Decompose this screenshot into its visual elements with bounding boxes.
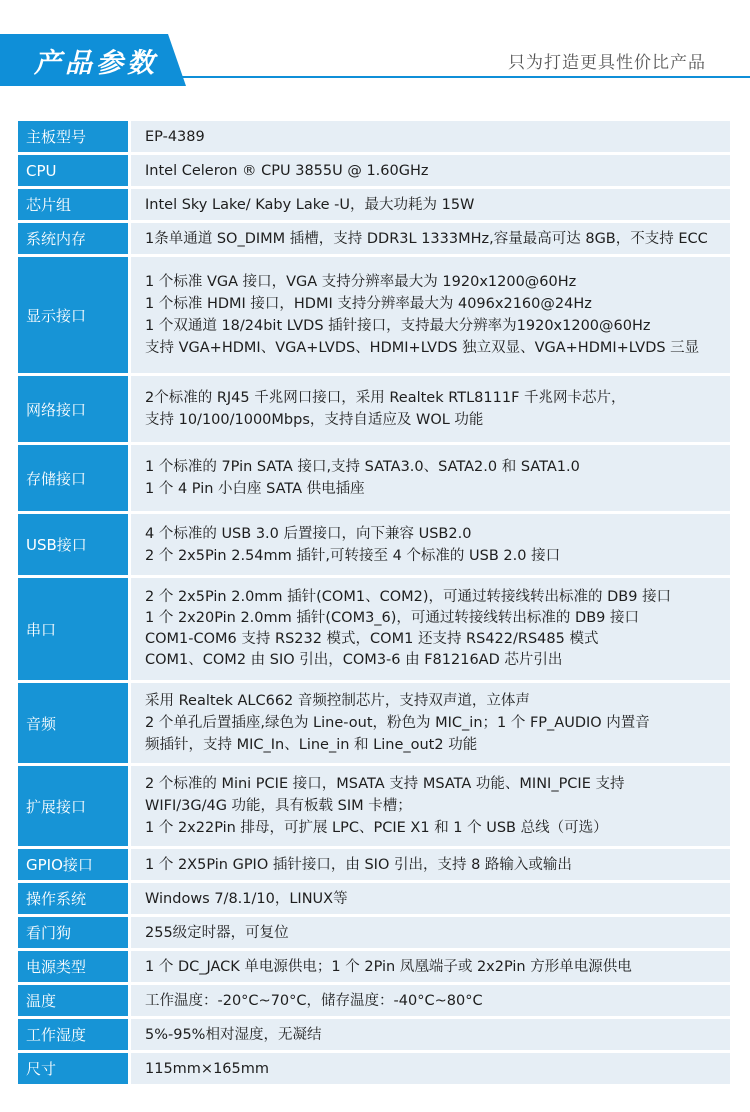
- spec-value-line: Intel Sky Lake/ Kaby Lake -U，最大功耗为 15W: [145, 196, 475, 213]
- spec-row: [18, 951, 730, 982]
- spec-value-line: 5%-95%相对湿度，无凝结: [145, 1026, 322, 1043]
- spec-label: 工作湿度: [18, 1019, 128, 1050]
- spec-row: [18, 578, 730, 680]
- spec-label: 存储接口: [18, 445, 128, 511]
- spec-row: [18, 683, 730, 763]
- spec-label: 音频: [18, 683, 128, 763]
- spec-value: [131, 578, 730, 680]
- spec-value-line: 1 个 DC_JACK 单电源供电；1 个 2Pin 凤凰端子或 2x2Pin 方形单电源供电: [145, 958, 632, 975]
- spec-row: [18, 155, 730, 186]
- spec-label: 芯片组: [18, 189, 128, 220]
- spec-row: [18, 849, 730, 880]
- spec-row: [18, 189, 730, 220]
- spec-value-line: 1 个双通道 18/24bit LVDS 插针接口，支持最大分辨率为1920x1200@60Hz: [145, 318, 651, 334]
- spec-row: [18, 257, 730, 373]
- header-divider: [178, 76, 750, 78]
- spec-row: [18, 223, 730, 254]
- slogan: 只为打造更具性价比产品: [508, 53, 706, 73]
- spec-value-line: 采用 Realtek ALC662 音频控制芯片，支持双声道，立体声: [145, 693, 530, 709]
- page-title: 产品参数: [34, 48, 158, 79]
- spec-value: [131, 223, 730, 254]
- spec-label: 系统内存: [18, 223, 128, 254]
- spec-value: [131, 376, 730, 442]
- spec-value: [131, 445, 730, 511]
- spec-value: [131, 985, 730, 1016]
- spec-value-line: Windows 7/8.1/10，LINUX等: [145, 890, 348, 907]
- spec-label: 网络接口: [18, 376, 128, 442]
- spec-value-line: 频插针，支持 MIC_In、Line_in 和 Line_out2 功能: [145, 737, 478, 753]
- spec-label: 操作系统: [18, 883, 128, 914]
- spec-label: CPU: [18, 155, 128, 186]
- spec-label: 显示接口: [18, 257, 128, 373]
- spec-value: [131, 1019, 730, 1050]
- spec-value-line: 115mm×165mm: [145, 1060, 270, 1077]
- spec-value-line: 1 个标准 HDMI 接口，HDMI 支持分辨率最大为 4096x2160@24Hz: [145, 296, 592, 312]
- spec-value-line: 1 个 2x22Pin 排母，可扩展 LPC、PCIE X1 和 1 个 USB 总线（可选）: [145, 820, 608, 836]
- spec-value-line: 2 个标准的 Mini PCIE 接口，MSATA 支持 MSATA 功能、MINI_PCIE 支持: [145, 776, 625, 792]
- spec-value: [131, 883, 730, 914]
- spec-value: [131, 257, 730, 373]
- spec-row: [18, 121, 730, 152]
- spec-row: [18, 883, 730, 914]
- spec-row: [18, 985, 730, 1016]
- spec-value: [131, 766, 730, 846]
- spec-value: [131, 121, 730, 152]
- spec-label: GPIO接口: [18, 849, 128, 880]
- spec-value: [131, 849, 730, 880]
- spec-value-line: 255级定时器，可复位: [145, 924, 289, 941]
- page-header: [0, 0, 750, 100]
- spec-value-line: 1 个 2X5Pin GPIO 插针接口，由 SIO 引出，支持 8 路输入或输出: [145, 856, 572, 873]
- spec-value-line: 2 个 2x5Pin 2.54mm 插针,可转接至 4 个标准的 USB 2.0 接口: [145, 547, 561, 564]
- spec-value-line: 1条单通道 SO_DIMM 插槽，支持 DDR3L 1333MHz,容量最高可达 8GB，不支持 ECC: [145, 230, 708, 247]
- spec-row: [18, 514, 730, 575]
- spec-value: [131, 1053, 730, 1084]
- spec-value-line: Intel Celeron ® CPU 3855U @ 1.60GHz: [145, 162, 429, 179]
- spec-value-line: 2个标准的 RJ45 千兆网口接口，采用 Realtek RTL8111F 千兆网卡芯片，: [145, 390, 626, 406]
- spec-value-line: WIFI/3G/4G 功能，具有板载 SIM 卡槽；: [145, 798, 412, 814]
- spec-value: [131, 514, 730, 575]
- spec-value: [131, 917, 730, 948]
- spec-value-line: 1 个 2x20Pin 2.0mm 插针(COM3_6)，可通过转接线转出标准的 DB9 接口: [145, 610, 639, 626]
- spec-value: [131, 683, 730, 763]
- spec-value: [131, 189, 730, 220]
- spec-row: [18, 445, 730, 511]
- spec-value-line: COM1、COM2 由 SIO 引出，COM3-6 由 F81216AD 芯片引出: [145, 652, 563, 668]
- spec-label: 串口: [18, 578, 128, 680]
- spec-value-line: 2 个 2x5Pin 2.0mm 插针(COM1、COM2)，可通过转接线转出标准的 DB9 接口: [145, 589, 672, 605]
- spec-value: [131, 155, 730, 186]
- spec-value-line: 支持 10/100/1000Mbps，支持自适应及 WOL 功能: [145, 412, 484, 428]
- spec-value-line: 1 个标准的 7Pin SATA 接口,支持 SATA3.0、SATA2.0 和 SATA1.0: [145, 459, 580, 475]
- spec-value-line: 1 个 4 Pin 小白座 SATA 供电插座: [145, 481, 365, 497]
- spec-table: [18, 121, 730, 1087]
- spec-value-line: 4 个标准的 USB 3.0 后置接口，向下兼容 USB2.0: [145, 525, 472, 542]
- spec-row: [18, 766, 730, 846]
- spec-row: [18, 917, 730, 948]
- spec-label: 电源类型: [18, 951, 128, 982]
- spec-row: [18, 1019, 730, 1050]
- spec-row: [18, 376, 730, 442]
- spec-label: USB接口: [18, 514, 128, 575]
- spec-value-line: EP-4389: [145, 128, 205, 145]
- spec-value-line: 支持 VGA+HDMI、VGA+LVDS、HDMI+LVDS 独立双显、VGA+HDMI+LVDS 三显: [145, 340, 700, 356]
- spec-value-line: COM1-COM6 支持 RS232 模式，COM1 还支持 RS422/RS485 模式: [145, 631, 599, 647]
- spec-label: 温度: [18, 985, 128, 1016]
- spec-label: 主板型号: [18, 121, 128, 152]
- spec-label: 尺寸: [18, 1053, 128, 1084]
- spec-value-line: 1 个标准 VGA 接口，VGA 支持分辨率最大为 1920x1200@60Hz: [145, 274, 577, 290]
- spec-value: [131, 951, 730, 982]
- spec-value-line: 工作温度：-20°C~70°C，储存温度：-40°C~80°C: [145, 992, 483, 1009]
- spec-label: 看门狗: [18, 917, 128, 948]
- spec-row: [18, 1053, 730, 1084]
- spec-label: 扩展接口: [18, 766, 128, 846]
- spec-value-line: 2 个单孔后置插座,绿色为 Line-out，粉色为 MIC_in；1 个 FP_AUDIO 内置音: [145, 715, 650, 731]
